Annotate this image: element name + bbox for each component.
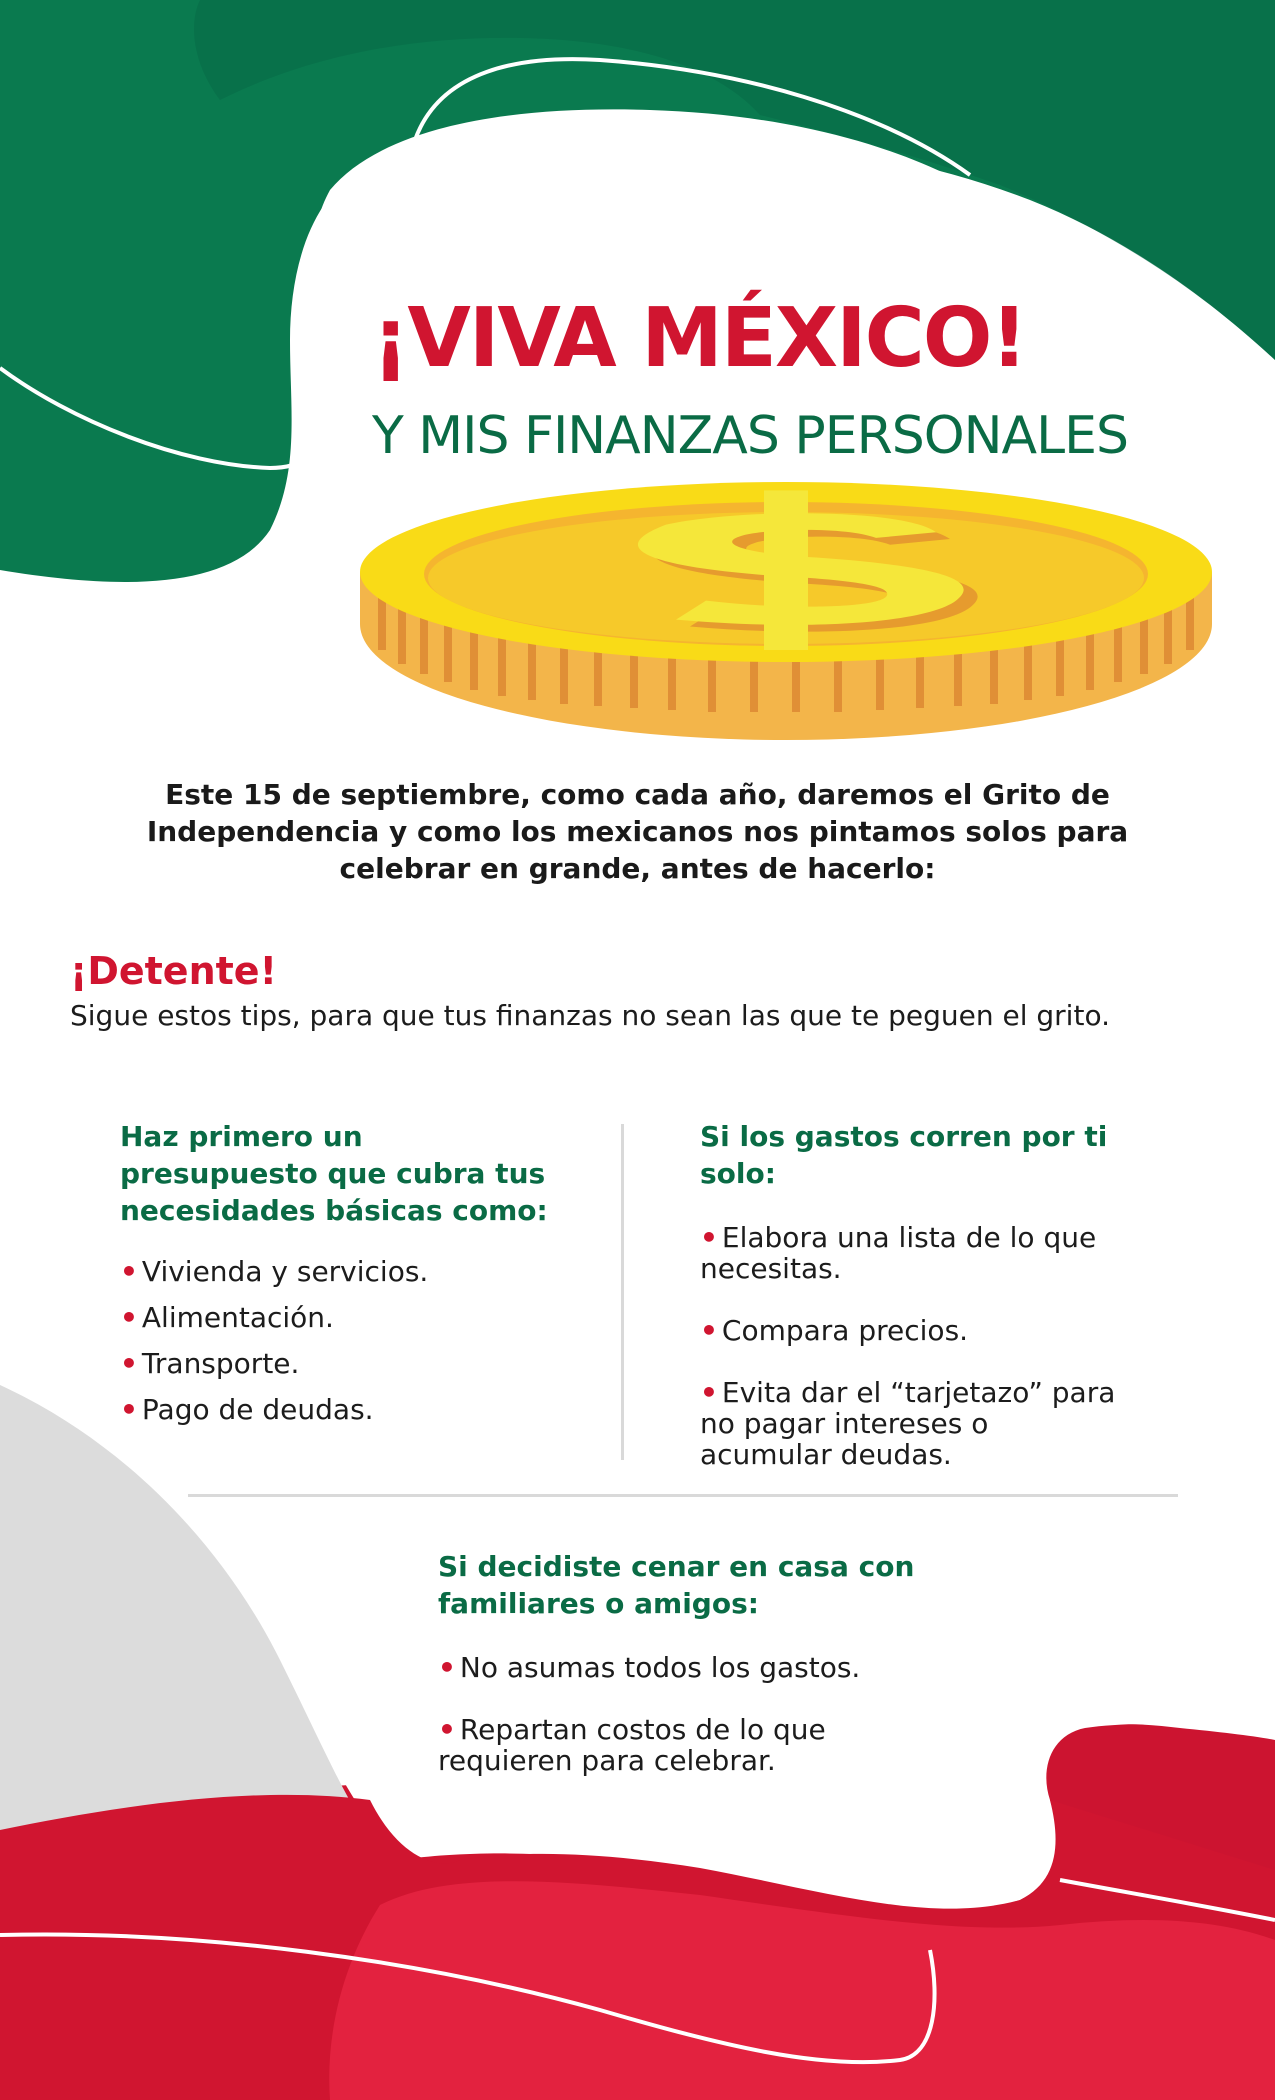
list-item xyxy=(438,1652,998,1683)
list-item xyxy=(120,1341,590,1387)
dinner-heading-line: Si decidiste cenar en casa con xyxy=(438,1550,915,1583)
list-item-text: Elabora una lista de lo que xyxy=(721,1221,1097,1254)
detente-heading: ¡Detente! xyxy=(70,949,277,993)
bullet-dot-icon: • xyxy=(700,1376,718,1409)
list-item-text: acumular deudas. xyxy=(700,1438,952,1471)
spending-heading: Si los gastos corren por ti solo: xyxy=(700,1120,1108,1190)
list-item-text: Alimentación. xyxy=(141,1301,334,1334)
bullet-dot-icon: • xyxy=(120,1393,138,1426)
list-item-text: no pagar intereses o xyxy=(700,1407,989,1440)
dinner-heading xyxy=(438,1548,998,1622)
list-item-text: necesitas. xyxy=(700,1252,842,1285)
bullet-dot-icon: • xyxy=(438,1651,456,1684)
budget-list xyxy=(120,1249,590,1433)
page-title: ¡VIVA MÉXICO! xyxy=(372,291,1026,386)
detente-text: Sigue estos tips, para que tus finanzas no sean las que te peguen el grito. xyxy=(70,999,1110,1032)
list-item xyxy=(120,1295,590,1341)
list-item xyxy=(700,1315,1190,1346)
intro-line: celebrar en grande, antes de hacerlo: xyxy=(339,852,936,885)
dinner-heading-line: familiares o amigos: xyxy=(438,1587,759,1620)
spending-section xyxy=(700,1118,1190,1501)
vertical-divider xyxy=(621,1124,624,1460)
page-subtitle: Y MIS FINANZAS PERSONALES xyxy=(372,406,1128,466)
list-item xyxy=(438,1714,998,1776)
list-item-text: Compara precios. xyxy=(721,1314,969,1347)
bullet-dot-icon: • xyxy=(120,1347,138,1380)
dinner-section xyxy=(438,1548,998,1807)
intro-line: Independencia y como los mexicanos nos pintamos solos para xyxy=(146,815,1129,848)
intro-paragraph xyxy=(110,776,1165,887)
list-item xyxy=(120,1387,590,1433)
bullet-dot-icon: • xyxy=(438,1713,456,1746)
spending-list xyxy=(700,1222,1190,1470)
list-item xyxy=(700,1222,1190,1284)
list-item xyxy=(700,1377,1190,1470)
dinner-list xyxy=(438,1652,998,1776)
list-item-text: requieren para celebrar. xyxy=(438,1744,776,1777)
list-item-text: Vivienda y servicios. xyxy=(141,1255,429,1288)
budget-heading xyxy=(120,1118,590,1229)
horizontal-divider xyxy=(188,1494,1178,1497)
list-item xyxy=(120,1249,590,1295)
budget-heading-line: Haz primero un xyxy=(120,1120,363,1153)
list-item-text: Pago de deudas. xyxy=(141,1393,374,1426)
budget-heading-line: necesidades básicas como: xyxy=(120,1194,548,1227)
bullet-dot-icon: • xyxy=(120,1301,138,1334)
list-item-text: Evita dar el “tarjetazo” para xyxy=(721,1376,1116,1409)
intro-line: Este 15 de septiembre, como cada año, daremos el Grito de xyxy=(165,778,1110,811)
bullet-dot-icon: • xyxy=(120,1255,138,1288)
dollar-coin-icon xyxy=(358,482,1214,744)
list-item-text: No asumas todos los gastos. xyxy=(459,1651,861,1684)
list-item-text: Repartan costos de lo que xyxy=(459,1713,826,1746)
budget-heading-line: presupuesto que cubra tus xyxy=(120,1157,546,1190)
list-item-text: Transporte. xyxy=(141,1347,300,1380)
bullet-dot-icon: • xyxy=(700,1314,718,1347)
budget-section xyxy=(120,1118,590,1433)
bullet-dot-icon: • xyxy=(700,1221,718,1254)
